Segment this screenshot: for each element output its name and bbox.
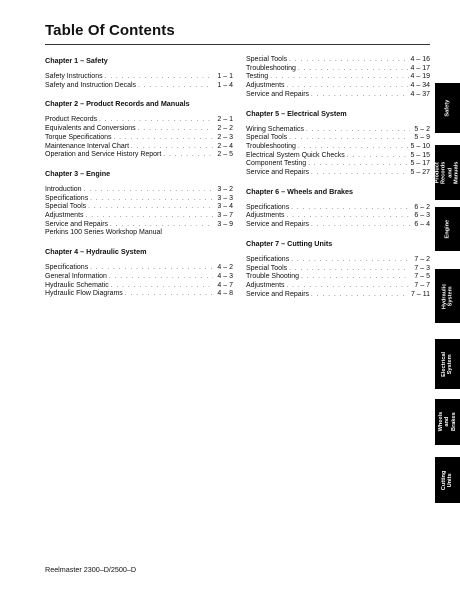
toc-entry-title: Special Tools [45, 203, 87, 211]
toc-entry[interactable] [246, 212, 430, 221]
toc-entry-title: Operation and Service History Report [45, 151, 162, 159]
chapter-tab[interactable] [435, 269, 460, 323]
toc-entry-title: Adjustments [246, 281, 285, 289]
toc-entry[interactable] [246, 152, 430, 161]
toc-section [45, 264, 233, 299]
toc-entry-page: 2 – 5 [217, 151, 233, 159]
toc-entry[interactable] [246, 82, 430, 91]
toc-entry-page: 4 – 37 [410, 90, 430, 98]
dot-leader [289, 134, 410, 143]
toc-entry-page: 5 – 2 [414, 125, 430, 133]
toc-section [246, 204, 430, 230]
dot-leader [110, 221, 213, 230]
dot-leader [90, 264, 213, 273]
toc-entry-page: 3 – 3 [217, 194, 233, 202]
toc-entry[interactable] [246, 256, 430, 265]
chapter-heading: Chapter 2 – Product Records and Manuals [45, 99, 190, 109]
toc-entry-title: Troubleshooting [246, 142, 296, 150]
toc-section [45, 186, 233, 238]
chapter-tab[interactable] [435, 457, 460, 503]
toc-entry-page: 4 – 17 [410, 64, 430, 72]
toc-entry-page: 3 – 2 [217, 185, 233, 193]
toc-entry-page: 4 – 19 [410, 73, 430, 81]
toc-entry-page: 4 – 34 [410, 82, 430, 90]
toc-entry-page: 6 – 3 [414, 212, 430, 220]
toc-entry-title: Product Records [45, 116, 98, 124]
toc-entry-page: 3 – 4 [217, 203, 233, 211]
toc-entry-page: 2 – 1 [217, 116, 233, 124]
toc-entry[interactable] [246, 282, 430, 291]
toc-entry[interactable] [246, 204, 430, 213]
toc-section [45, 73, 233, 90]
page-title: Table Of Contents [45, 22, 175, 39]
toc-entry-title: Service and Repairs [246, 169, 310, 177]
chapter-tab-label: Product Records and Manuals [435, 161, 460, 184]
chapter-tab[interactable] [435, 339, 460, 389]
title-rule [45, 44, 430, 45]
toc-entry-title: Service and Repairs [246, 90, 310, 98]
chapter-tab[interactable] [435, 83, 460, 133]
chapter-heading: Chapter 3 – Engine [45, 168, 111, 178]
dot-leader [291, 256, 410, 265]
toc-entry[interactable] [45, 195, 233, 204]
toc-entry-title: Adjustments [45, 212, 84, 220]
dot-leader [287, 212, 410, 221]
toc-entry[interactable] [246, 221, 430, 230]
toc-entry-title: Service and Repairs [45, 220, 109, 228]
chapter-tab-label: Electrical System [441, 351, 454, 377]
toc-entry-page: 6 – 4 [414, 221, 430, 229]
chapter-heading: Chapter 4 – Hydraulic System [45, 247, 147, 257]
toc-right-column [246, 56, 430, 308]
dot-leader [347, 152, 409, 161]
dot-leader [105, 73, 213, 82]
toc-section [246, 126, 430, 178]
toc-entry[interactable] [246, 143, 430, 152]
toc-entry[interactable] [45, 82, 233, 91]
chapter-tab[interactable] [435, 207, 460, 251]
toc-entry-title: Testing [246, 73, 269, 81]
toc-entry-page: 7 – 3 [414, 264, 430, 272]
chapter-tab-label: Wheels and Brakes [437, 412, 457, 432]
footer-model: Reelmaster 2300–D/2500–D [45, 565, 137, 574]
toc-entry-title: Special Tools [246, 56, 288, 63]
toc-entry-title: Perkins 100 Series Workshop Manual [45, 229, 162, 237]
toc-entry-page: 7 – 11 [411, 290, 430, 298]
toc-entry[interactable] [45, 134, 233, 143]
chapter-tab[interactable] [435, 145, 460, 200]
toc-entry[interactable] [45, 264, 233, 273]
toc-entry[interactable] [246, 273, 430, 282]
toc-entry[interactable] [45, 125, 233, 134]
toc-entry[interactable] [45, 273, 233, 282]
toc-entry-title: Specifications [45, 264, 89, 272]
dot-leader [289, 265, 410, 274]
toc-entry-title: Introduction [45, 185, 82, 193]
toc-entry-page: 3 – 7 [217, 212, 233, 220]
toc-entry-page: 4 – 8 [217, 290, 233, 298]
toc-entry-title: Specifications [45, 194, 89, 202]
dot-leader [298, 65, 409, 74]
toc-entry-title: Specifications [246, 255, 290, 263]
toc-entry[interactable] [45, 186, 233, 195]
chapter-tab-label: Cutting Units [441, 470, 454, 490]
toc-entry-title: Trouble Shooting [246, 273, 300, 281]
toc-entry[interactable] [246, 134, 430, 143]
toc-entry-title: Service and Repairs [246, 221, 310, 229]
toc-entry[interactable] [45, 229, 233, 238]
dot-leader [88, 203, 213, 212]
toc-entry-title: Maintenance Interval Chart [45, 142, 130, 150]
chapter-tab-label: Safety [444, 99, 451, 117]
toc-entry-title: Troubleshooting [246, 64, 296, 72]
toc-entry[interactable] [246, 169, 430, 178]
chapter-heading: Chapter 7 – Cutting Units [246, 238, 333, 248]
dot-leader [114, 134, 213, 143]
dot-leader [99, 116, 213, 125]
toc-entry-title: Safety Instructions [45, 73, 103, 80]
toc-entry-title: General Information [45, 272, 107, 280]
chapter-heading: Chapter 1 – Safety [45, 56, 108, 65]
toc-entry[interactable] [246, 126, 430, 135]
toc-entry[interactable] [45, 221, 233, 230]
toc-entry-page: 2 – 4 [217, 142, 233, 150]
toc-entry[interactable] [246, 56, 430, 65]
toc-entry-page: 1 – 1 [217, 73, 233, 80]
toc-entry-page: 5 – 10 [410, 142, 430, 150]
dot-leader [289, 56, 408, 65]
toc-entry[interactable] [246, 91, 430, 100]
chapter-tab[interactable] [435, 399, 460, 445]
toc-entry-title: Hydraulic Schematic [45, 281, 109, 289]
chapter-heading: Chapter 5 – Electrical System [246, 108, 347, 118]
toc-entry-page: 7 – 5 [414, 273, 430, 281]
toc-entry-title: Adjustments [246, 212, 285, 220]
dot-leader [301, 273, 410, 282]
toc-entry[interactable] [45, 203, 233, 212]
toc-entry[interactable] [246, 160, 430, 169]
toc-entry-title: Torque Specifications [45, 133, 112, 141]
toc-entry[interactable] [45, 282, 233, 291]
toc-entry-page: 2 – 3 [217, 133, 233, 141]
toc-entry-page: 4 – 2 [217, 264, 233, 272]
dot-leader [311, 291, 409, 300]
dot-leader [291, 204, 410, 213]
dot-leader [125, 290, 213, 299]
toc-entry-title: Electrical System Quick Checks [246, 151, 345, 159]
dot-leader [287, 282, 410, 291]
toc-entry-title: Specifications [246, 203, 290, 211]
toc-entry-title: Safety and Instruction Decals [45, 81, 137, 89]
dot-leader [311, 91, 409, 100]
toc-entry-page: 4 – 16 [410, 56, 430, 63]
dot-leader [308, 160, 408, 169]
dot-leader [311, 169, 409, 178]
dot-leader [163, 151, 213, 160]
toc-entry[interactable] [246, 291, 430, 300]
toc-entry-page: 5 – 17 [410, 160, 430, 168]
toc-entry-title: Wiring Schematics [246, 125, 304, 133]
toc-entry[interactable] [45, 212, 233, 221]
toc-entry-page: 3 – 9 [217, 220, 233, 228]
toc-entry-page: 1 – 4 [217, 81, 233, 89]
dot-leader [86, 212, 213, 221]
chapter-tab-label: Hydraulic System [441, 283, 454, 309]
dot-leader [109, 273, 213, 282]
toc-entry-page: 4 – 7 [217, 281, 233, 289]
toc-section [246, 256, 430, 300]
toc-entry[interactable] [45, 143, 233, 152]
dot-leader [90, 195, 213, 204]
toc-entry-page: 5 – 15 [410, 151, 430, 159]
dot-leader [306, 126, 410, 135]
toc-section [246, 56, 430, 100]
toc-entry[interactable] [45, 290, 233, 299]
toc-entry-page: 7 – 7 [414, 281, 430, 289]
toc-section [45, 116, 233, 160]
toc-entry-title: Adjustments [246, 82, 285, 90]
dot-leader [131, 143, 213, 152]
toc-entry-page: 4 – 3 [217, 272, 233, 280]
toc-entry-page: 5 – 9 [414, 134, 430, 142]
toc-entry[interactable] [45, 73, 233, 82]
dot-leader [298, 143, 409, 152]
dot-leader [138, 82, 213, 91]
toc-entry[interactable] [45, 151, 233, 160]
chapter-heading: Chapter 6 – Wheels and Brakes [246, 186, 354, 196]
toc-entry-title: Equivalents and Conversions [45, 125, 136, 133]
dot-leader [287, 82, 409, 91]
toc-entry-title: Hydraulic Flow Diagrams [45, 290, 123, 298]
toc-entry-title: Special Tools [246, 264, 288, 272]
toc-entry-page: 6 – 2 [414, 203, 430, 211]
dot-leader [270, 73, 408, 82]
toc-left-column [45, 56, 233, 308]
toc-entry[interactable] [246, 65, 430, 74]
toc-entry[interactable] [45, 116, 233, 125]
dot-leader [138, 125, 213, 134]
toc-entry[interactable] [246, 265, 430, 274]
dot-leader [84, 186, 213, 195]
dot-leader [311, 221, 410, 230]
toc-entry-title: Component Testing [246, 160, 307, 168]
toc-entry[interactable] [246, 73, 430, 82]
toc-entry-page: 2 – 2 [217, 125, 233, 133]
toc-entry-page: 7 – 2 [414, 255, 430, 263]
toc-entry-page: 5 – 27 [410, 169, 430, 177]
chapter-tab-label: Engine [444, 219, 451, 239]
dot-leader [111, 282, 213, 291]
toc-entry-title: Special Tools [246, 134, 288, 142]
toc-entry-title: Service and Repairs [246, 290, 310, 298]
